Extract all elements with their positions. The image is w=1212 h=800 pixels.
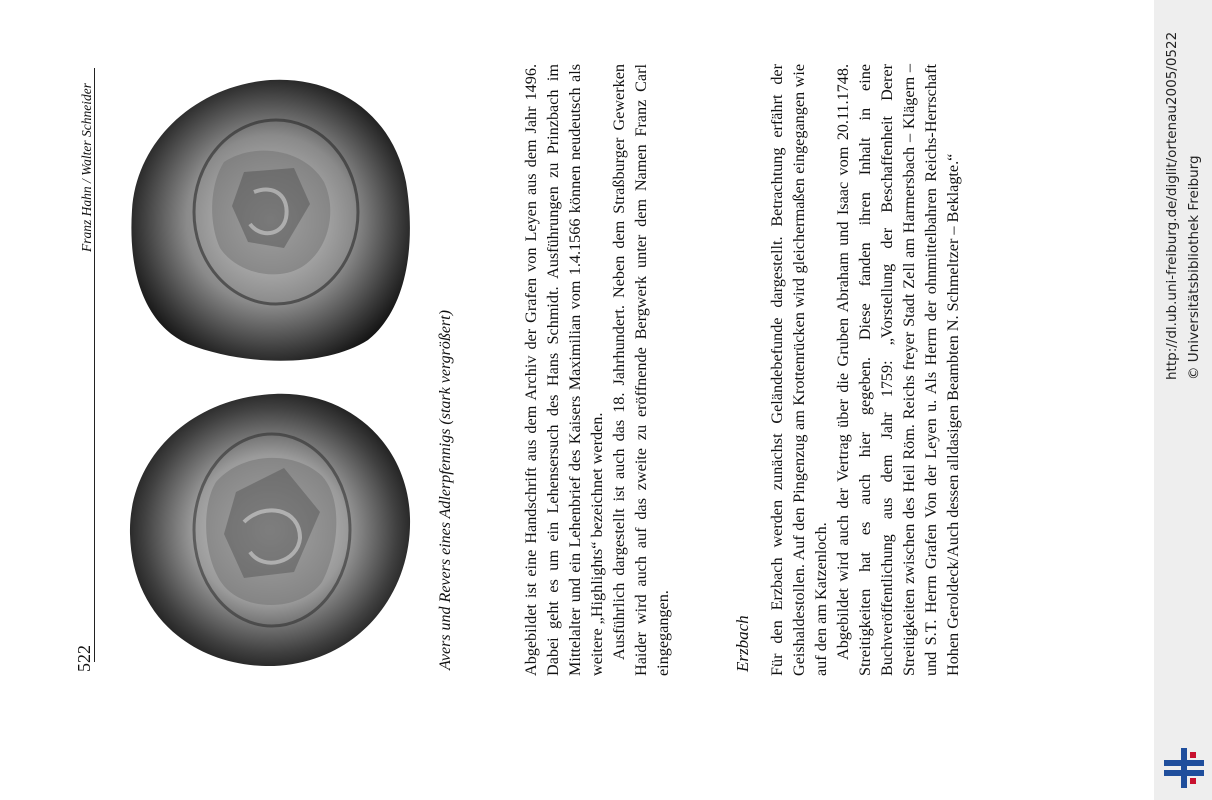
header-rule xyxy=(94,68,95,662)
source-url-link[interactable]: http://dl.ub.uni-freiburg.de/diglit/ortenau2005/0522 xyxy=(1164,31,1180,380)
library-logo-icon xyxy=(1164,748,1204,788)
section-paragraph: Für den Erzbach werden zunächst Geländebefunde dargestellt. Betrachtung erfährt der Geishaldestollen. Auf den Pingenzug am Krottenrücken wird gleichermaßen eingegangen wie auf den am Katzenloch. xyxy=(768,64,830,676)
library-sidebar xyxy=(1154,0,1212,800)
coin-reverse xyxy=(131,80,409,361)
body-paragraph: Ausführlich dargestellt ist auch das 18. Jahrhundert. Neben dem Straßburger Gewerken Haider wird auch auf das zweite zu eröffnende Bergwerk unter dem Namen Franz Carl eingegangen. xyxy=(610,64,672,676)
page-number: 522 xyxy=(74,645,94,672)
coin-photograph xyxy=(124,72,416,672)
section-paragraph: Abgebildet wird auch der Vertrag über die Gruben Abraham und Isaac vom 20.11.1748. Streitigkeiten hat es auch hier gegeben. Diese fanden ihren Inhalt in eine Buchveröffentlichung aus dem Jahr 1759: „Vorstellung der Beschaffenheit Derer Streitigkeiten zwischen des Heil Röm. Reichs freyer Stadt Zell am Harmersbach – Klägern – und S.T. Herrn Grafen Von der Leyen u. Als Herrn der ohnmittelbahren Reichs-Herrschaft Hohen Geroldeck/Auch dessen alldasigen Beambten N. Schmeltzer – Beklagte.“ xyxy=(834,64,962,676)
body-text xyxy=(520,64,674,676)
section-heading: Erzbach xyxy=(733,615,752,672)
coin-obverse xyxy=(130,394,410,666)
body-paragraph: Abgebildet ist eine Handschrift aus dem Archiv der Grafen von Leyen aus dem Jahr 1496. Dabei geht es um ein Lehensersuch des Hans Schmidt. Ausführungen zu Prinzbach im Mittelalter und ein Lehenbrief des Kaisers Maximilian vom 1.4.1566 können neudeutsch als weitere „Highlights“ bezeichnet werden. xyxy=(522,64,606,676)
running-header-authors: Franz Hahn / Walter Schneider xyxy=(79,83,94,252)
figure-caption: Avers und Revers eines Adlerpfennigs (stark vergrößert) xyxy=(437,310,454,670)
section-text xyxy=(766,64,964,676)
copyright-notice: © Universitätsbibliothek Freiburg xyxy=(1186,155,1202,380)
